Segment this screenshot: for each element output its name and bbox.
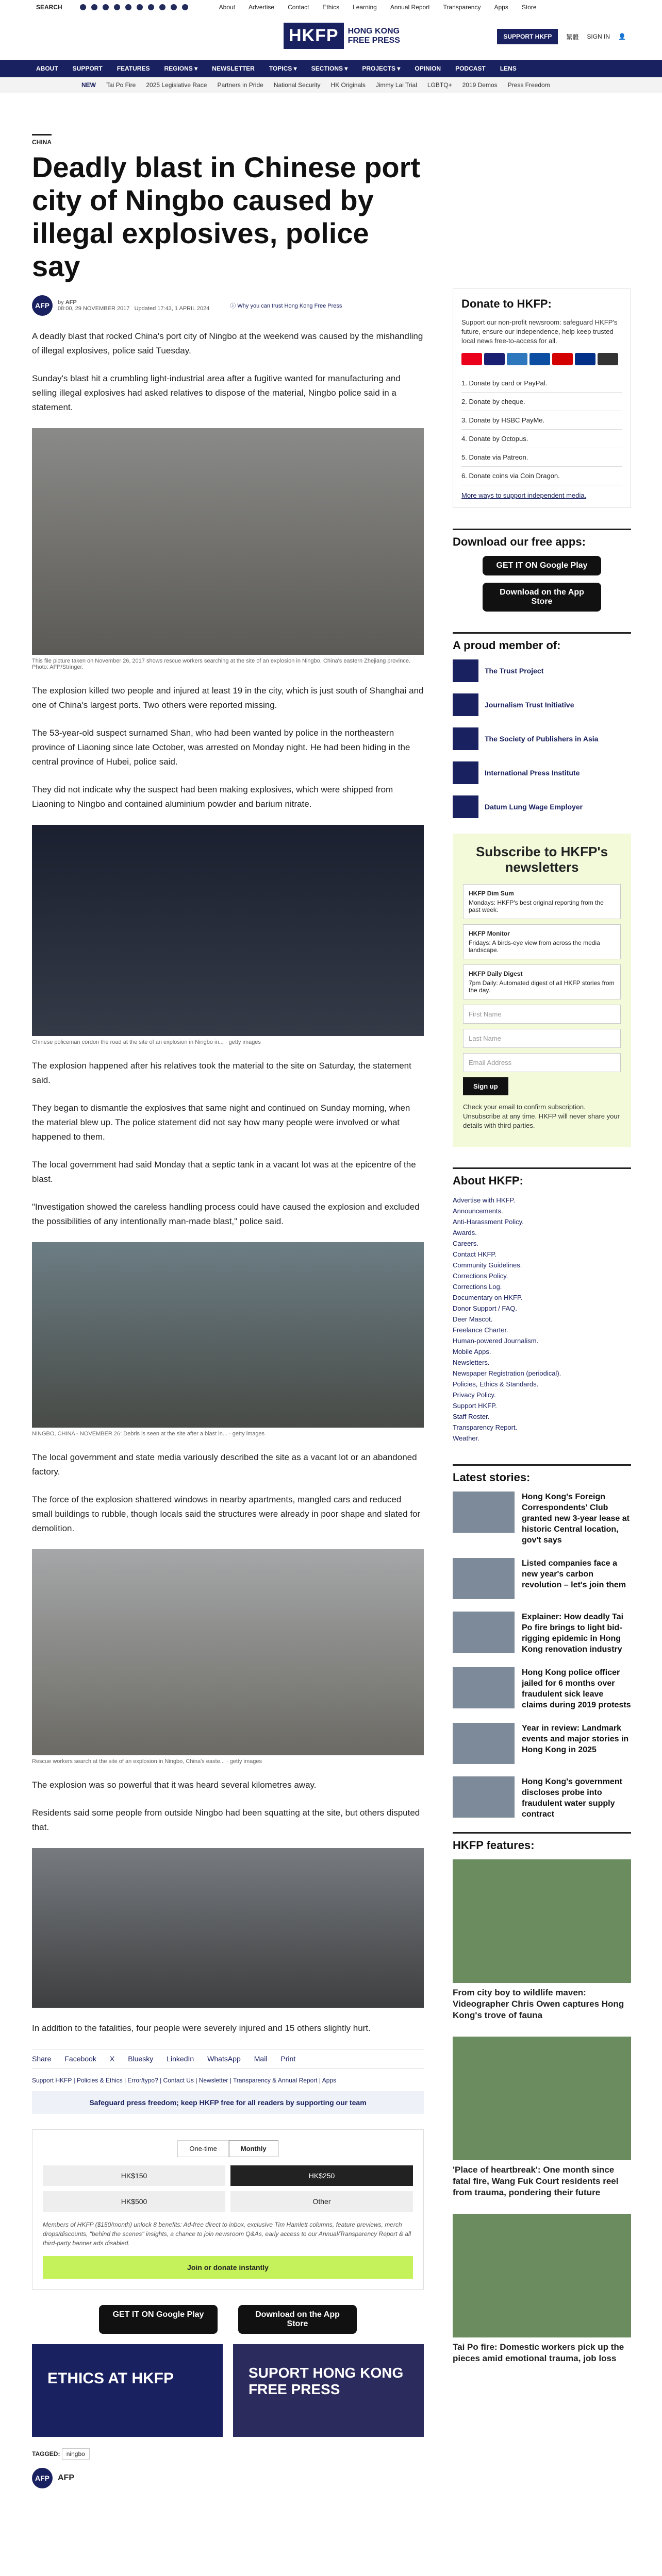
tab-one-time[interactable]: One-time [177, 2140, 228, 2157]
donation-method[interactable]: 6. Donate coins via Coin Dragon. [461, 467, 622, 485]
share-link[interactable]: X [109, 2055, 115, 2063]
header-actions [497, 29, 626, 44]
top-link[interactable]: Store [521, 4, 537, 11]
trust-link-text: Why you can trust Hong Kong Free Press [237, 303, 342, 309]
newsletter-option-title: HKFP Dim Sum [469, 890, 514, 897]
top-link[interactable]: Ethics [322, 4, 340, 11]
author-avatar[interactable]: AFP [32, 295, 53, 316]
amex-icon [507, 353, 527, 365]
google-play-badge[interactable]: GET IT ON Google Play [99, 2305, 218, 2334]
share-link[interactable]: WhatsApp [207, 2055, 241, 2063]
app-store-badge[interactable]: Download on the App Store [238, 2305, 357, 2334]
publish-date: 08:00, 29 NOVEMBER 2017 [58, 306, 130, 312]
subnav-item[interactable]: 2019 Demos [462, 81, 498, 89]
newsletter-option[interactable] [463, 924, 621, 959]
nav-item[interactable]: TOPICS ▾ [269, 65, 297, 72]
unionpay-icon [552, 353, 573, 365]
tagged-label: TAGGED: [32, 2450, 60, 2458]
story-title: Explainer: How deadly Tai Po fire brings to light bid-rigging epidemic in Hong Kong renovation industry [522, 1613, 624, 1654]
paragraph: The 53-year-old suspect surnamed Shan, who had been wanted by police in the northeastern province of Liaoning since late October, was arrested on Monday night. He had been hiding in the central province of Hubei, police said. [32, 728, 410, 767]
newsletter-input[interactable]: Email Address [463, 1053, 621, 1072]
feature-image[interactable] [453, 2037, 631, 2160]
sub-nav [0, 77, 662, 93]
main-nav [0, 60, 662, 77]
top-link[interactable]: About [219, 4, 236, 11]
mastercard-icon [461, 353, 482, 365]
about-links [453, 1195, 631, 1444]
member-name: Journalism Trust Initiative [485, 701, 574, 709]
member-badge-icon [453, 727, 478, 750]
share-bar [32, 2049, 424, 2069]
byline [32, 295, 424, 316]
nav-item[interactable]: NEWSLETTER [212, 65, 255, 72]
nav-item[interactable]: PROJECTS ▾ [362, 65, 401, 72]
about-link[interactable]: Advertise with HKFP. [453, 1196, 516, 1204]
story-thumbnail [453, 1492, 515, 1533]
site-logo[interactable] [284, 23, 400, 49]
about-link[interactable]: Community Guidelines. [453, 1261, 522, 1269]
newsletter-option-title: HKFP Monitor [469, 930, 510, 937]
latest-story[interactable] [453, 1558, 631, 1599]
features-title: HKFP features: [453, 1832, 631, 1852]
footer-promo-banners [32, 2344, 424, 2437]
nav-item[interactable]: OPINION [415, 65, 441, 72]
latest-title: Latest stories: [453, 1464, 631, 1484]
donate-frequency-tabs [43, 2140, 413, 2157]
logo-mark: HKFP [284, 23, 344, 49]
newsletter-note: Check your email to confirm subscription. Unsubscribe at any time. HKFP will never share your details with third parties. [463, 1103, 620, 1129]
latest-story[interactable] [453, 1776, 631, 1820]
latest-story[interactable] [453, 1723, 631, 1764]
telegram-icon[interactable] [159, 4, 166, 10]
author-footer-name[interactable]: AFP [58, 2473, 74, 2482]
paragraph: The explosion happened after his relatives took the material to the site on Saturday, the statement said. [32, 1061, 411, 1085]
nav-item[interactable]: FEATURES [117, 65, 150, 72]
donate-title: Donate to HKFP: [461, 297, 552, 310]
bluesky-icon[interactable] [148, 4, 154, 10]
amount-option[interactable]: HK$150 [43, 2165, 225, 2186]
top-link[interactable]: Annual Report [390, 4, 430, 11]
subnav-item[interactable]: Partners in Pride [217, 81, 263, 89]
paragraph: The explosion killed two people and injured at least 19 in the city, which is just south of Shanghai and one of China's largest ports. Two others were reported missing. [32, 686, 424, 710]
applepay-icon [598, 353, 618, 365]
latest-story[interactable] [453, 1612, 631, 1655]
donate-panel [453, 289, 631, 508]
newsletter-option-desc: Fridays: A birds-eye view from across the media landscape. [469, 939, 600, 954]
jcb-icon [529, 353, 550, 365]
about-title: About HKFP: [453, 1167, 631, 1188]
member-logo[interactable] [453, 659, 631, 682]
member-badge-icon [453, 795, 478, 818]
social-icons [80, 4, 188, 10]
newsletter-option[interactable] [463, 884, 621, 919]
byline-by: by [58, 299, 64, 306]
getty-caption: Rescue workers search at the site of an explosion in Ningbo, China's easte... · getty images [32, 1758, 262, 1765]
facebook-icon[interactable] [80, 4, 86, 10]
story-thumbnail [453, 1558, 515, 1599]
donation-methods [461, 374, 622, 485]
donate-amounts [43, 2165, 413, 2212]
more-ways-link[interactable]: More ways to support independent media. [461, 492, 587, 499]
paragraph: The local government and state media variously described the site as a vacant lot or an abandoned factory. [32, 1452, 417, 1477]
about-link[interactable]: Awards. [453, 1229, 477, 1236]
top-links [219, 4, 537, 11]
feature-title[interactable]: From city boy to wildlife maven: Videographer Chris Owen captures Hong Kong's trove of fauna [453, 1988, 624, 2020]
rss-icon[interactable] [182, 4, 188, 10]
site-header [0, 14, 662, 60]
paragraph: "Investigation showed the careless handling process could have caused the explosion and excluded the possibilities of any intentionally man-made blast," police said. [32, 1202, 420, 1226]
support-button[interactable]: SUPPORT HKFP [497, 29, 558, 44]
nav-item[interactable]: REGIONS ▾ [164, 65, 198, 72]
author-name[interactable]: AFP [65, 299, 77, 306]
share-link[interactable]: Mail [254, 2055, 268, 2063]
donate-widget [32, 2129, 424, 2290]
story-title: Listed companies face a new year's carbon revolution – let's join them [522, 1559, 626, 1589]
trust-link[interactable]: ⓘ Why you can trust Hong Kong Free Press [230, 303, 342, 309]
policy-links[interactable]: Support HKFP | Policies & Ethics | Error/typo? | Contact Us | Newsletter | Transparency & Annual Report | Apps [32, 2077, 337, 2084]
embedded-getty-photo[interactable] [32, 825, 424, 1036]
about-link[interactable]: Corrections Log. [453, 1283, 502, 1291]
membership-benefits: Members of HKFP ($150/month) unlock 8 benefits: Ad-free direct to inbox, exclusive Tim Hamlett columns, feature previews, merch drops/discounts, "behind the scenes" insights, a chance to join newsroom Q&As, early access to our Annual/Transparency Report & all third-party banner ads disabled. [43, 2221, 411, 2247]
tag-chip[interactable]: ningbo [62, 2448, 90, 2460]
member-badge-icon [453, 693, 478, 716]
member-name: The Society of Publishers in Asia [485, 735, 599, 743]
newsletter-fields [463, 1005, 621, 1072]
feature-title[interactable]: Tai Po fire: Domestic workers pick up the pieces amid emotional trauma, job loss [453, 2342, 624, 2363]
member-title: A proud member of: [453, 632, 631, 652]
subnav-item[interactable]: Press Freedom [507, 81, 550, 89]
new-label: NEW [81, 81, 96, 89]
newsletter-title: Subscribe to HKFP's newsletters [475, 844, 608, 875]
nav-item[interactable]: SECTIONS ▾ [311, 65, 348, 72]
signin-link[interactable]: SIGN IN [587, 33, 610, 40]
paragraph: Residents said some people from outside Ningbo had been squatting at the site, but others disputed that. [32, 1808, 420, 1832]
language-toggle[interactable]: 繁體 [566, 33, 579, 41]
newsletter-panel [453, 834, 631, 1147]
about-link[interactable]: Mobile Apps. [453, 1348, 491, 1355]
newsletter-option-title: HKFP Daily Digest [469, 970, 523, 977]
donation-method[interactable]: 2. Donate by cheque. [461, 393, 622, 411]
subnav-item[interactable]: HK Originals [330, 81, 366, 89]
subnav-item[interactable]: Tai Po Fire [106, 81, 136, 89]
apps-title: Download our free apps: [453, 529, 631, 549]
article [32, 134, 424, 2488]
donate-text: Support our non-profit newsroom: safeguard HKFP's future, ensure our independence, help keep trusted local news free-to-access for all. [461, 318, 618, 345]
subnav-item[interactable]: Jimmy Lai Trial [375, 81, 417, 89]
donation-method[interactable]: 4. Donate by Octopus. [461, 430, 622, 448]
paragraph: They did not indicate why the suspect had been making explosives, which were shipped from Liaoning to Ningbo and contained aluminium powder and barium nitrate. [32, 785, 393, 809]
paragraph: In addition to the fatalities, four people were severely injured and 15 others slightly hurt. [32, 2023, 371, 2033]
member-name: The Trust Project [485, 667, 544, 675]
article-title: Deadly blast in Chinese port city of Ningbo caused by illegal explosives, police say [32, 151, 421, 282]
newsletter-input[interactable]: First Name [463, 1005, 621, 1024]
amount-option-selected[interactable]: HK$250 [230, 2165, 413, 2186]
donation-method[interactable]: 3. Donate by HSBC PayMe. [461, 411, 622, 430]
nav-item[interactable]: ABOUT [36, 65, 58, 72]
author-avatar-footer[interactable]: AFP [32, 2468, 53, 2488]
member-logo[interactable] [453, 761, 631, 784]
nav-item[interactable]: SUPPORT [72, 65, 103, 72]
story-thumbnail [453, 1723, 515, 1764]
story-thumbnail [453, 1612, 515, 1653]
logo-line1: HONG KONG [347, 26, 400, 36]
about-link[interactable]: Support HKFP. [453, 1402, 497, 1410]
about-link[interactable]: Policies, Ethics & Standards. [453, 1380, 539, 1388]
embedded-getty-photo[interactable] [32, 1549, 424, 1755]
top-link[interactable]: Advertise [249, 4, 275, 11]
getty-caption: NINGBO, CHINA - NOVEMBER 26: Debris is seen at the site after a blast in... · getty images [32, 1431, 265, 1437]
payment-logos [461, 352, 622, 369]
ethics-banner[interactable]: ETHICS AT HKFP [32, 2344, 223, 2437]
about-link[interactable]: Deer Mascot. [453, 1315, 493, 1323]
top-link[interactable]: Learning [353, 4, 377, 11]
top-link[interactable]: Transparency [443, 4, 481, 11]
story-title: Hong Kong's government discloses probe into fraudulent water supply contract [522, 1777, 622, 1819]
member-badge-icon [453, 659, 478, 682]
footer-app-badges [32, 2305, 424, 2334]
threads-icon[interactable] [137, 4, 143, 10]
about-link[interactable]: Freelance Charter. [453, 1326, 508, 1334]
instagram-icon[interactable] [103, 4, 109, 10]
about-link[interactable]: Announcements. [453, 1207, 503, 1215]
newsletter-option-desc: 7pm Daily: Automated digest of all HKFP stories from the day. [469, 979, 615, 994]
subnav-items [106, 81, 550, 89]
support-banner[interactable]: SUPORT HONG KONG FREE PRESS [233, 2344, 424, 2437]
about-link[interactable]: Transparency Report. [453, 1423, 518, 1431]
story-title: Year in review: Landmark events and major stories in Hong Kong in 2025 [522, 1724, 629, 1754]
donation-method[interactable]: 1. Donate by card or PayPal. [461, 374, 622, 393]
updated-date: Updated 17:43, 1 APRIL 2024 [134, 306, 210, 312]
subnav-item[interactable]: National Security [273, 81, 321, 89]
top-link[interactable]: Contact [288, 4, 309, 11]
about-link[interactable]: Staff Roster. [453, 1413, 490, 1420]
paragraph: The force of the explosion shattered windows in nearby apartments, mangled cars and reduced small buildings to rubble, though locals said the structures were already in poor shape and slated for demolition. [32, 1495, 421, 1533]
about-link[interactable]: Weather. [453, 1434, 479, 1442]
paragraph: The local government had said Monday that a septic tank in a vacant lot was at the epicentre of the blast. [32, 1160, 416, 1184]
author-footer [32, 2468, 424, 2488]
logo-text [348, 27, 400, 45]
user-icon[interactable]: 👤 [618, 33, 626, 40]
feature-image[interactable] [453, 2214, 631, 2337]
latest-stories [453, 1492, 631, 1820]
about-link[interactable]: Anti-Harassment Policy. [453, 1218, 524, 1226]
member-logo[interactable] [453, 795, 631, 818]
whatsapp-icon[interactable] [171, 4, 177, 10]
story-thumbnail [453, 1776, 515, 1818]
latest-story[interactable] [453, 1667, 631, 1710]
about-link[interactable]: Careers. [453, 1240, 478, 1247]
about-link[interactable]: Corrections Policy. [453, 1272, 508, 1280]
member-logos [453, 659, 631, 818]
paragraph: The explosion was so powerful that it was heard several kilometres away. [32, 1780, 317, 1790]
embedded-getty-photo[interactable] [32, 1242, 424, 1428]
article-photo [32, 428, 424, 655]
amount-option[interactable]: HK$500 [43, 2191, 225, 2212]
member-name: Datum Lung Wage Employer [485, 803, 583, 811]
donation-method[interactable]: 5. Donate via Patreon. [461, 448, 622, 467]
join-donate-button[interactable]: Join or donate instantly [43, 2256, 413, 2279]
about-link[interactable]: Contact HKFP. [453, 1250, 497, 1258]
newsletter-input[interactable]: Last Name [463, 1029, 621, 1048]
linkedin-icon[interactable] [125, 4, 131, 10]
getty-caption: Chinese policeman cordon the road at the site of an explosion in Ningbo in... · getty images [32, 1039, 261, 1045]
newsletter-option-desc: Mondays: HKFP's best original reporting from the past week. [469, 899, 604, 913]
safeguard-banner[interactable]: Safeguard press freedom; keep HKFP free for all readers by supporting our team [32, 2091, 424, 2114]
subnav-item[interactable]: 2025 Legislative Race [146, 81, 207, 89]
visa-icon [484, 353, 505, 365]
sidebar [453, 289, 631, 2380]
tab-monthly[interactable]: Monthly [229, 2140, 278, 2157]
story-title: Hong Kong police officer jailed for 6 months over fraudulent sick leave claims during 2019 protests [522, 1668, 631, 1709]
google-play-badge[interactable]: GET IT ON Google Play [483, 556, 601, 575]
paragraph: They began to dismantle the explosives that same night and continued on Sunday morning, when the material blew up. The police statement did not say how many people were involved or what happened to them. [32, 1103, 410, 1142]
member-logo[interactable] [453, 693, 631, 716]
member-badge-icon [453, 761, 478, 784]
byline-text [58, 299, 209, 312]
newsletter-option[interactable] [463, 964, 621, 999]
feature-image[interactable] [453, 1859, 631, 1983]
x-icon[interactable] [91, 4, 97, 10]
app-store-badge[interactable]: Download on the App Store [483, 583, 601, 612]
paragraph: Sunday's blast hit a crumbling light-industrial area after a fugitive wanted for manufacturing and selling illegal explosives had asked relatives to dispose of the material, Ningbo police said in a statement. [32, 374, 401, 412]
tags-row [32, 2450, 424, 2458]
paypal-icon [575, 353, 595, 365]
youtube-icon[interactable] [114, 4, 120, 10]
top-link[interactable]: Apps [494, 4, 508, 11]
amount-option[interactable]: Other [230, 2191, 413, 2212]
paragraph: A deadly blast that rocked China's port city of Ningbo at the weekend was caused by the mishandling of illegal explosives, police said Tuesday. [32, 331, 423, 355]
about-link[interactable]: Documentary on HKFP. [453, 1294, 523, 1301]
about-link[interactable]: Newspaper Registration (periodical). [453, 1369, 561, 1377]
member-name: International Press Institute [485, 769, 580, 777]
signup-button[interactable]: Sign up [463, 1077, 508, 1095]
feature-title[interactable]: 'Place of heartbreak': One month since fatal fire, Wang Fuk Court residents reel from trauma, pondering their future [453, 2165, 619, 2197]
nav-item[interactable]: LENS [500, 65, 517, 72]
about-link[interactable]: Donor Support / FAQ. [453, 1304, 518, 1312]
share-link[interactable]: Share [32, 2055, 52, 2063]
top-utility-bar [0, 0, 662, 14]
subnav-item[interactable]: LGBTQ+ [427, 81, 452, 89]
latest-story[interactable] [453, 1492, 631, 1546]
nav-item[interactable]: PODCAST [455, 65, 486, 72]
photo-caption: This file picture taken on November 26, 2017 shows rescue workers searching at the site of an explosion in Ningbo, China's eastern Zhejiang province. Photo: AFP/Stringer. [32, 658, 410, 670]
category-label[interactable]: CHINA [32, 134, 52, 146]
feature-stories [453, 1859, 631, 2364]
about-link[interactable]: Privacy Policy. [453, 1391, 496, 1399]
share-link[interactable]: LinkedIn [167, 2055, 194, 2063]
about-link[interactable]: Newsletters. [453, 1359, 490, 1366]
story-title: Hong Kong's Foreign Correspondents' Club granted new 3-year lease at historic Central location, gov't says [522, 1493, 630, 1545]
newsletter-options [463, 884, 621, 999]
share-link[interactable]: Print [280, 2055, 296, 2063]
share-link[interactable]: Bluesky [128, 2055, 154, 2063]
search-link[interactable]: SEARCH [36, 4, 62, 11]
member-logo[interactable] [453, 727, 631, 750]
logo-line2: FREE PRESS [347, 36, 400, 45]
embedded-getty-photo[interactable] [32, 1848, 424, 2008]
story-thumbnail [453, 1667, 515, 1708]
about-link[interactable]: Human-powered Journalism. [453, 1337, 539, 1345]
share-link[interactable]: Facebook [64, 2055, 96, 2063]
